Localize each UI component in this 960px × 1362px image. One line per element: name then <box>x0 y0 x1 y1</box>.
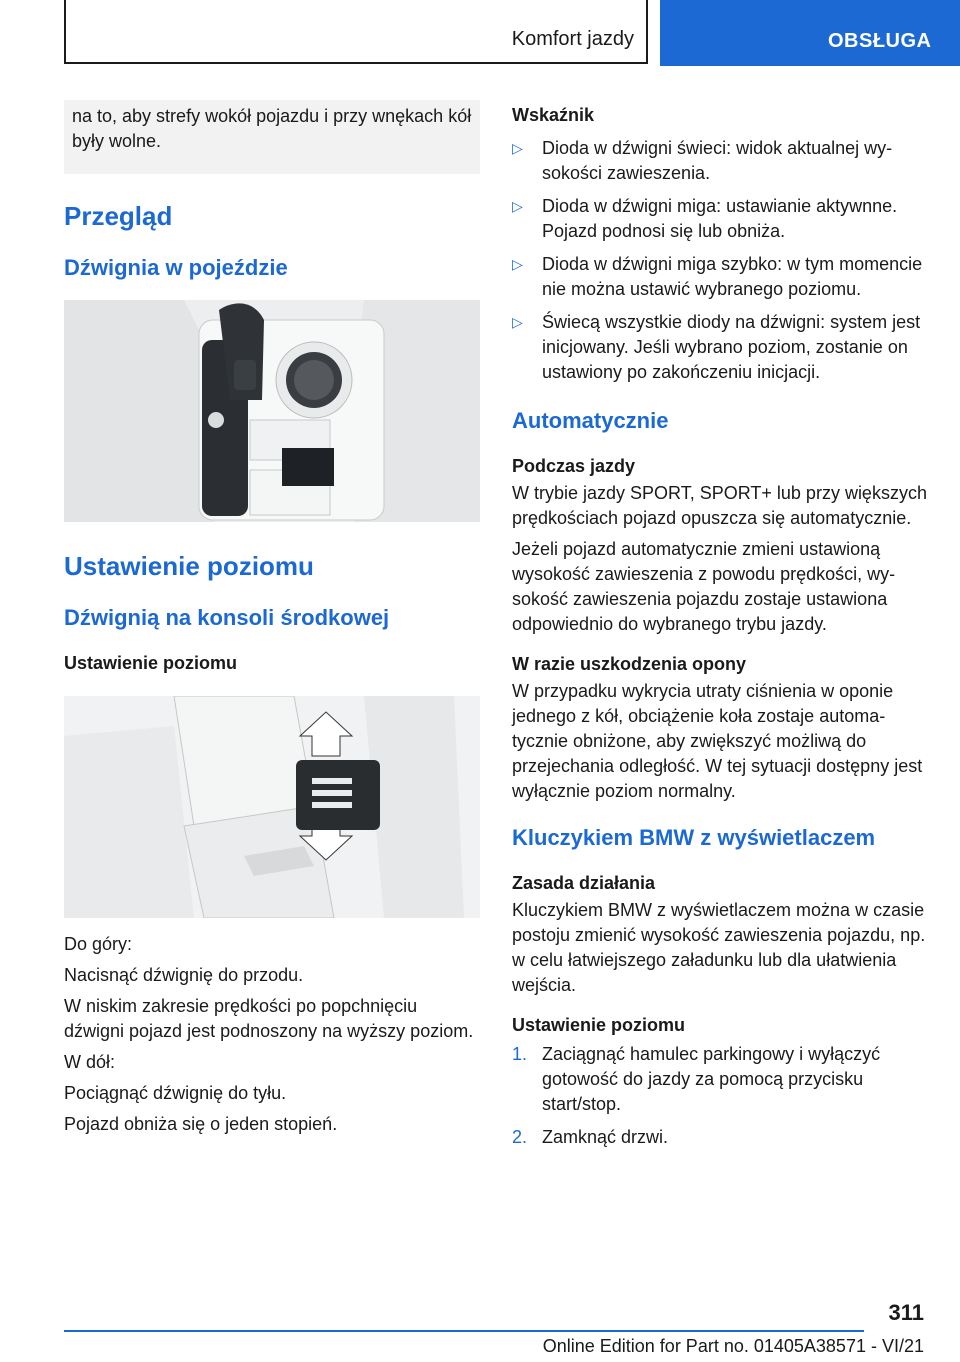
indicator-list <box>512 136 928 385</box>
footer-rule <box>64 1330 864 1332</box>
list-item: 2. Zamknąć drzwi. <box>512 1127 669 1147</box>
running-header <box>64 0 648 64</box>
chapter-tab-label: OBSŁUGA <box>828 30 932 52</box>
list-item: ▷ Dioda w dźwigni miga: ustawianie aktywnne. Pojazd podnosi się lub obniża. <box>512 196 898 241</box>
heading-tire: W razie uszkodzenia opony <box>512 654 747 674</box>
heading-console: Dźwignią na konsoli środkowej <box>64 605 390 630</box>
heading-lever: Dźwignia w pojeździe <box>64 255 288 280</box>
list-item: ▷ Dioda w dźwigni miga szybko: w tym momencie nie można ustawić wybranego poziomu. <box>512 254 923 299</box>
list-item: ▷ Dioda w dźwigni świeci: widok aktualnej wysokości zawieszenia. <box>512 138 893 183</box>
lever-illustration <box>64 300 480 522</box>
triangle-right-icon: ▷ <box>512 140 523 156</box>
triangle-right-icon: ▷ <box>512 314 523 330</box>
section-title: Komfort jazdy <box>511 28 634 50</box>
heading-driving: Podczas jazdy <box>512 456 636 476</box>
heading-level-setting: Ustawienie poziomu <box>64 551 314 581</box>
heading-level-sub: Ustawienie poziomu <box>64 653 238 673</box>
heading-key: Kluczykiem BMW z wyświetlaczem <box>512 825 876 850</box>
up-detail: W niskim zakresie prędkości po popchnięciu dźwigni pojazd jest podnoszony na wyższy poziom. <box>64 996 474 1041</box>
heading-setting: Ustawienie poziomu <box>512 1015 686 1035</box>
note-text: na to, aby strefy wokół pojazdu i przy wnękach kół były wolne. <box>72 106 472 151</box>
triangle-right-icon: ▷ <box>512 198 523 214</box>
driving-p2: Jeżeli pojazd automatycznie zmieni ustawioną wysokość zawieszenia z powodu prędkości, wysokość zawieszenia pojazdu zostaje ustawiona odpowiednio do wybranego trybu jazdy. <box>512 539 896 634</box>
principle-p: Kluczykiem BMW z wyświetlaczem można w czasie postoju zmienić wysokość zawieszenia pojazdu, np. w celu łatwiejszego załadunku lub dla ułatwienia wejścia. <box>512 900 926 995</box>
heading-indicator: Wskaźnik <box>512 105 595 125</box>
tire-p: W przypadku wykrycia utraty ciśnienia w oponie jednego z kół, obciążenie koła zostaje automatycznie obniżone, aby zwiększyć możliwą do przejechania odległość. W tej sytuacji dostępny jest wyłącznie poziom normalny. <box>512 681 923 801</box>
chapter-tab <box>660 0 960 66</box>
list-item: ▷ Świecą wszystkie diody na dźwigni: system jest inicjowany. Jeśli wybrano poziom, zostanie on ustawiony po zakończeniu inicjacji. <box>512 312 921 382</box>
up-step: Nacisnąć dźwignię do przodu. <box>64 965 304 985</box>
driving-p1: W trybie jazdy SPORT, SPORT+ lub przy większych prędkościach pojazd opuszcza się automatycznie. <box>512 483 927 528</box>
page-number: 311 <box>888 1300 924 1325</box>
triangle-right-icon: ▷ <box>512 256 523 272</box>
heading-auto: Automatycznie <box>512 408 669 433</box>
heading-principle: Zasada działania <box>512 873 656 893</box>
note-box <box>64 100 480 174</box>
up-label: Do góry: <box>64 934 133 954</box>
lever-figure <box>64 300 480 522</box>
list-item: 1. Zaciągnąć hamulec parkingowy i wyłączyć gotowość do jazdy za pomocą przycisku start/stop. <box>512 1044 881 1114</box>
console-lever-figure <box>64 696 480 918</box>
left-column <box>64 100 480 1137</box>
down-step: Pociągnąć dźwignię do tyłu. <box>64 1083 287 1103</box>
heading-overview: Przegląd <box>64 201 173 231</box>
edition-note: Online Edition for Part no. 01405A38571 - VI/21 <box>542 1336 924 1356</box>
down-label: W dół: <box>64 1052 116 1072</box>
right-column <box>512 100 928 1158</box>
down-detail: Pojazd obniża się o jeden stopień. <box>64 1114 338 1134</box>
console-lever-illustration <box>64 696 480 918</box>
steps-list <box>512 1042 928 1150</box>
